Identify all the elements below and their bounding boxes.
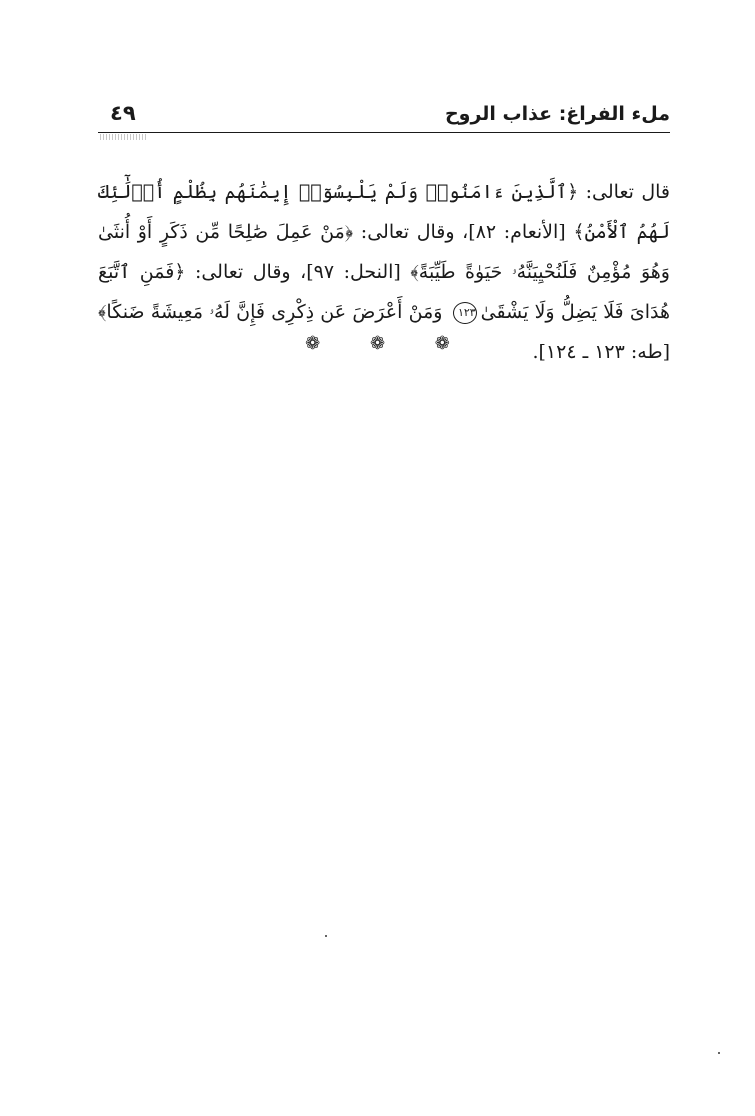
header-rule [98,132,670,133]
page-header [98,98,670,132]
verse-reference-1: [الأنعام: ٨٢]، [454,221,574,243]
quran-verse-3b: وَمَنْ أَعْرَضَ عَن ذِكْرِى فَإِنَّ لَهُۥ مَعِيشَةً ضَنكًا﴾ [98,301,449,323]
section-separator: ❁ ❁ ❁ [305,333,472,354]
intro-text-2: وقال تعالى: [353,221,455,243]
scan-speck [718,1052,720,1054]
intro-text-1: قال تعالى: [578,181,670,203]
scan-speck [325,935,327,937]
verse-reference-2: [النحل: ٩٧]، [290,261,411,283]
quran-verse-3a: ﴿فَمَنِ ٱتَّبَعَ هُدَاىَ فَلَا يَضِلُّ وَلَا يَشْقَىٰ [98,261,670,323]
quran-verse-1: ﴿ٱلَّذِينَ ءَامَنُوا۟ وَلَمْ يَلْبِسُوٓا۟ إِيمَٰنَهُم بِظُلْمٍ أُو۟لَٰٓئِكَ لَهُمُ ٱلْأَمْنُ﴾ [98,181,670,243]
quran-verse-2: ﴿مَنْ عَمِلَ صَٰلِحًا مِّن ذَكَرٍ أَوْ أُنثَىٰ وَهُوَ مُؤْمِنٌ فَلَنُحْيِيَنَّهُۥ حَيَوٰةً طَيِّبَةً﴾ [98,221,670,283]
running-title: ملء الفراغ: عذاب الروح [444,103,670,125]
page-number: ٤٩ [110,101,136,125]
verse-reference-3: [طه: ١٢٣ ـ ١٢٤]. [532,341,670,363]
rule-ornament [100,134,148,140]
ayah-number-marker: ١٢٣ [453,302,477,324]
intro-text-3: وقال تعالى: [185,261,291,283]
